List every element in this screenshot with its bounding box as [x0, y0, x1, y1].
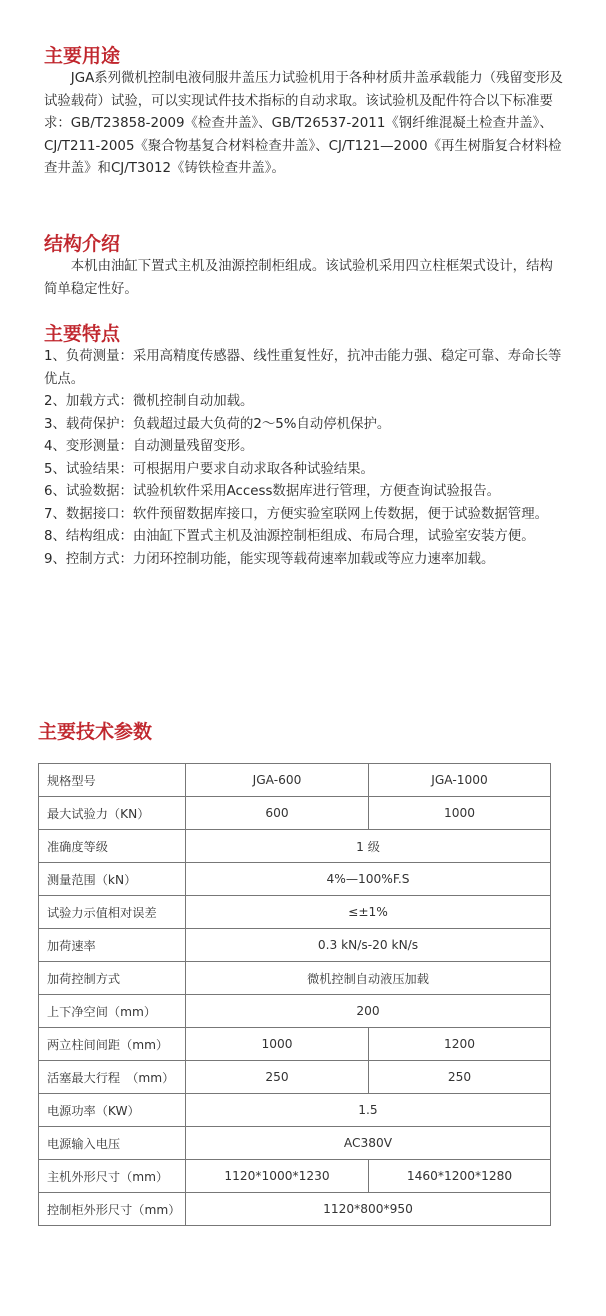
spec-value-b: 1200: [369, 1028, 551, 1061]
feature-item: 6、试验数据：试验机软件采用Access数据库进行管理，方便查询试验报告。: [44, 484, 501, 499]
table-row: [39, 1193, 551, 1226]
spec-value: ≤±1%: [186, 896, 551, 929]
table-row: [39, 863, 551, 896]
spec-label: 活塞最大行程 （mm）: [39, 1061, 186, 1094]
spec-value: 200: [186, 995, 551, 1028]
spec-value-a: JGA-600: [186, 764, 369, 797]
spec-label: 试验力示值相对误差: [39, 896, 186, 929]
spec-value-b: 250: [369, 1061, 551, 1094]
table-row: [39, 1160, 551, 1193]
spec-value-a: 1120*1000*1230: [186, 1160, 369, 1193]
usage-text: JGA系列微机控制电液伺服井盖压力试验机用于各种材质井盖承载能力（残留变形及试验载荷）试验，可以实现试件技术指标的自动求取。该试验机及配件符合以下标准要求：GB/T23858-2009《检查井盖》、GB/T26537-2011《钢纤维混凝土检查井盖》、CJ/T211-2005《聚合物基复合材料检查井盖》、CJ/T121—2000《再生树脂复合材料检查井盖》和CJ/T3012《铸铁检查井盖》。: [44, 71, 563, 176]
spec-label: 准确度等级: [39, 830, 186, 863]
spec-value: 0.3 kN/s-20 kN/s: [186, 929, 551, 962]
table-row: [39, 962, 551, 995]
spec-value: 1.5: [186, 1094, 551, 1127]
usage-heading: 主要用途: [44, 45, 121, 67]
spec-value: 1120*800*950: [186, 1193, 551, 1226]
spec-value-a: 1000: [186, 1028, 369, 1061]
spec-label: 两立柱间间距（mm）: [39, 1028, 186, 1061]
feature-item: 4、变形测量：自动测量残留变形。: [44, 439, 254, 454]
feature-item: 5、试验结果：可根据用户要求自动求取各种试验结果。: [44, 461, 374, 477]
spec-value-a: 250: [186, 1061, 369, 1094]
table-row: [39, 929, 551, 962]
spec-label: 主机外形尺寸（mm）: [39, 1160, 186, 1193]
spec-label: 电源功率（KW）: [39, 1094, 186, 1127]
spec-value: 1 级: [186, 830, 551, 863]
spec-label: 控制柜外形尺寸（mm）: [39, 1193, 186, 1226]
spec-label: 上下净空间（mm）: [39, 995, 186, 1028]
spec-label: 规格型号: [39, 764, 186, 797]
spec-value: 微机控制自动液压加载: [186, 962, 551, 995]
spec-value-b: JGA-1000: [369, 764, 551, 797]
feature-item: 1、负荷测量：采用高精度传感器、线性重复性好，抗冲击能力强、稳定可靠、寿命长等优点。: [44, 349, 562, 387]
spec-value: AC380V: [186, 1127, 551, 1160]
feature-item: 9、控制方式：力闭环控制功能，能实现等载荷速率加载或等应力速率加载。: [44, 551, 495, 567]
structure-text: 本机由油缸下置式主机及油源控制柜组成。该试验机采用四立柱框架式设计，结构简单稳定性好。: [44, 259, 553, 297]
structure-heading: 结构介绍: [44, 233, 121, 255]
spec-value-a: 600: [186, 797, 369, 830]
table-row: [39, 995, 551, 1028]
table-row: [39, 1127, 551, 1160]
table-row: [39, 1061, 551, 1094]
feature-item: 8、结构组成：由油缸下置式主机及油源控制柜组成、布局合理，试验室安装方便。: [44, 529, 535, 544]
feature-item: 7、数据接口：软件预留数据库接口，方便实验室联网上传数据，便于试验数据管理。: [44, 506, 548, 522]
table-row: [39, 1028, 551, 1061]
specs-table: [38, 763, 551, 1226]
specs-heading: 主要技术参数: [38, 721, 153, 743]
spec-label: 最大试验力（KN）: [39, 797, 186, 830]
usage-section: [44, 44, 564, 181]
table-row: [39, 830, 551, 863]
spec-value: 4%—100%F.S: [186, 863, 551, 896]
table-row: [39, 797, 551, 830]
spec-label: 电源输入电压: [39, 1127, 186, 1160]
feature-item: 3、载荷保护：负载超过最大负荷的2～5%自动停机保护。: [44, 416, 391, 432]
table-row: [39, 764, 551, 797]
table-row: [39, 896, 551, 929]
structure-section: [44, 232, 564, 301]
feature-item: 2、加载方式：微机控制自动加载。: [44, 394, 254, 409]
spec-label: 加荷速率: [39, 929, 186, 962]
spec-label: 测量范围（kN）: [39, 863, 186, 896]
spec-label: 加荷控制方式: [39, 962, 186, 995]
features-heading: 主要特点: [44, 323, 121, 345]
features-section: [44, 322, 564, 571]
spec-value-b: 1000: [369, 797, 551, 830]
spec-value-b: 1460*1200*1280: [369, 1160, 551, 1193]
table-row: [39, 1094, 551, 1127]
